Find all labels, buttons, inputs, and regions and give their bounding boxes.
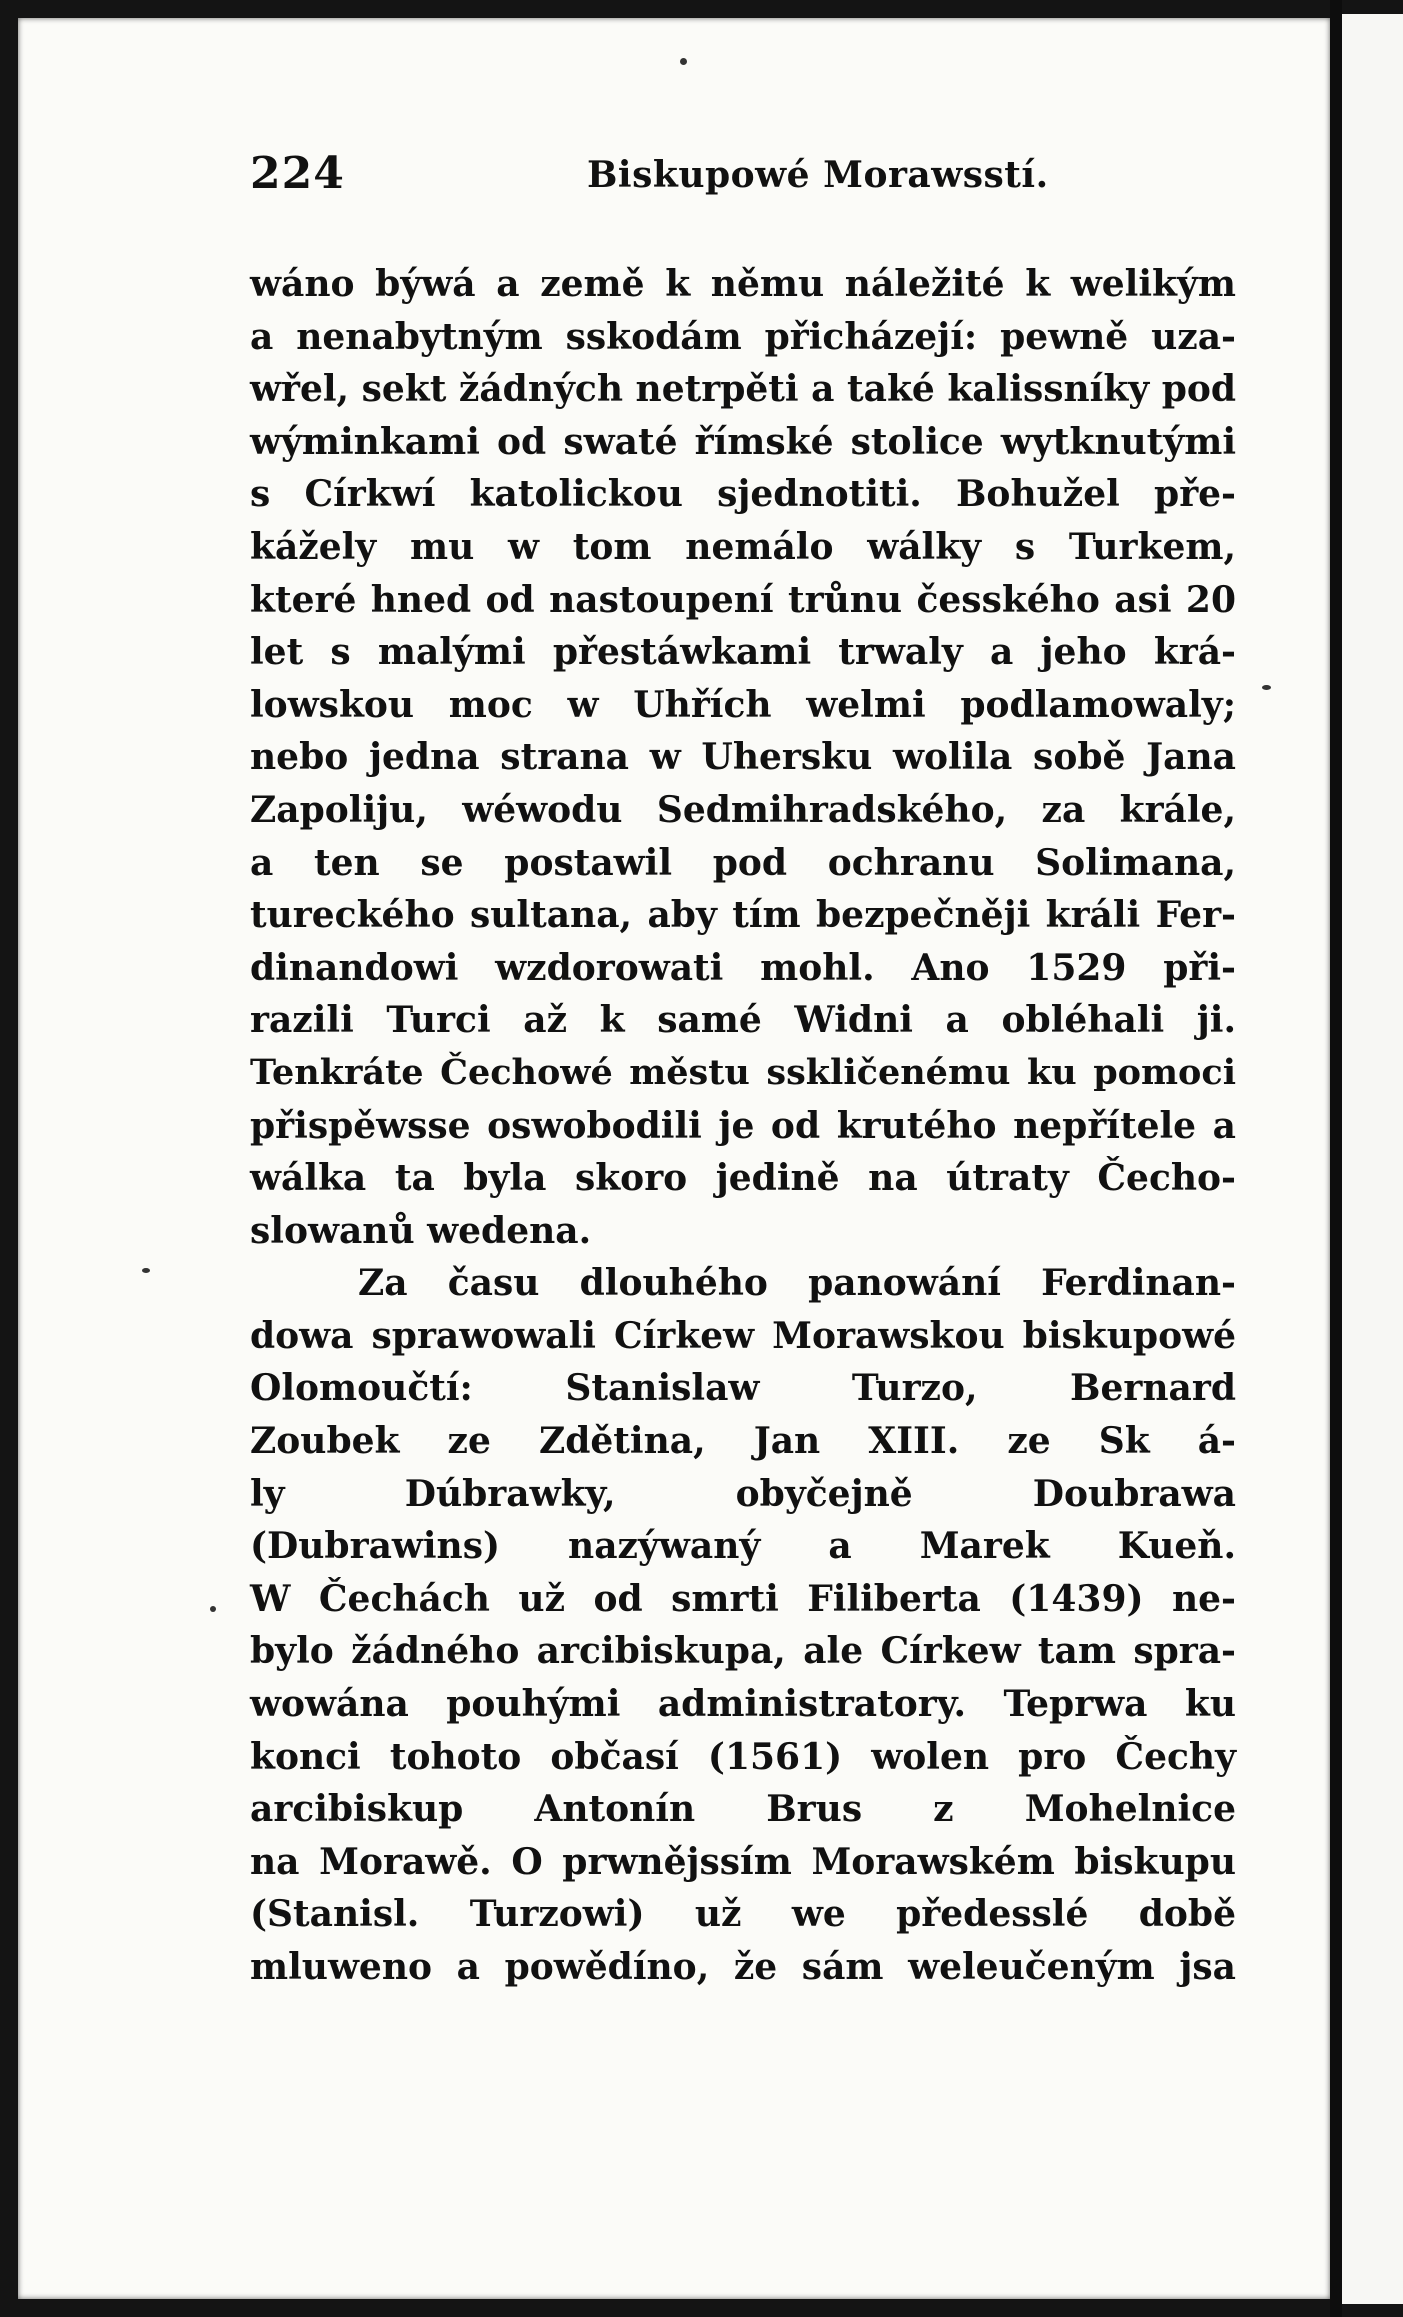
text-line: arcibiskup Antonín Brus z Mohelnice (250, 1788, 1236, 1831)
text-line: W Čechách už od smrti Filiberta (1439) ne- (250, 1577, 1236, 1620)
text-line: wýminkami od swaté římské stolice wytknutými (250, 420, 1236, 463)
text-line: wálka ta byla skoro jedině na útraty Čecho- (250, 1157, 1236, 1200)
text-line: Zoubek ze Zdětina, Jan XIII. ze Sk á- (250, 1420, 1236, 1463)
scan-speck (1262, 685, 1271, 690)
text-line: Tenkráte Čechowé městu sskličenému ku pomoci (250, 1051, 1236, 1093)
text-line: wáno býwá a země k němu náležité k welikým (250, 263, 1236, 305)
text-line: s Církwí katolickou sjednotiti. Bohužel pře- (250, 473, 1236, 516)
text-line: let s malými přestáwkami trwaly a jeho krá- (250, 631, 1236, 674)
scan-speck (210, 1606, 216, 1612)
body-text (250, 258, 1236, 1994)
text-line: nebo jedna strana w Uhersku wolila sobě Jana (250, 736, 1236, 779)
text-line: bylo žádného arcibiskupa, ale Církew tam spra- (250, 1630, 1236, 1673)
text-line: wowána pouhými administratory. Teprwa ku (250, 1683, 1236, 1726)
adjacent-page-edge (1342, 14, 1403, 2304)
text-line: kážely mu w tom nemálo wálky s Turkem, (250, 525, 1236, 568)
text-line: a ten se postawil pod ochranu Solimana, (250, 841, 1236, 884)
text-line: které hned od nastoupení trůnu česského asi 20 (250, 578, 1236, 621)
text-line: tureckého sultana, aby tím bezpečněji králi Fer- (250, 894, 1236, 937)
text-line: lowskou moc w Uhřích welmi podlamowaly; (250, 683, 1236, 726)
text-line: Zapoliju, wéwodu Sedmihradského, za krále, (250, 788, 1236, 831)
text-line: na Morawě. O prwnějssím Morawském biskupu (250, 1840, 1236, 1883)
text-line: přispěwsse oswobodili je od krutého nepřítele a (250, 1104, 1236, 1147)
text-line: slowanů wedena. (250, 1209, 592, 1252)
scan-speck (680, 58, 687, 65)
text-line: (Dubrawins) nazýwaný a Marek Kueň. (250, 1525, 1236, 1568)
text-line: Olomoučtí: Stanislaw Turzo, Bernard (250, 1367, 1236, 1410)
text-line: Za času dlouhého panowání Ferdinan- (358, 1262, 1236, 1305)
text-line: (Stanisl. Turzowi) už we předesslé době (250, 1893, 1236, 1936)
text-line: razili Turci až k samé Widni a obléhali ji. (250, 999, 1236, 1042)
running-title: Biskupowé Morawsstí. (587, 154, 1049, 196)
text-line: mluweno a powědíno, že sám weleučeným jsa (250, 1946, 1236, 1988)
scan-speck (142, 1268, 150, 1273)
text-line: dowa sprawowali Církew Morawskou biskupowé (250, 1314, 1236, 1357)
text-line: ly Dúbrawky, obyčejně Doubrawa (250, 1472, 1236, 1515)
text-line: dinandowi wzdorowati mohl. Ano 1529 při- (250, 946, 1236, 989)
book-gutter (1330, 0, 1342, 2317)
text-line: a nenabytným sskodám přicházejí: pewně uza- (250, 315, 1236, 358)
page-header (232, 148, 1222, 208)
text-line: konci tohoto občasí (1561) wolen pro Čechy (250, 1735, 1236, 1778)
page-number: 224 (250, 148, 345, 199)
text-line: wřel, sekt žádných netrpěti a také kalissníky pod (250, 368, 1237, 411)
